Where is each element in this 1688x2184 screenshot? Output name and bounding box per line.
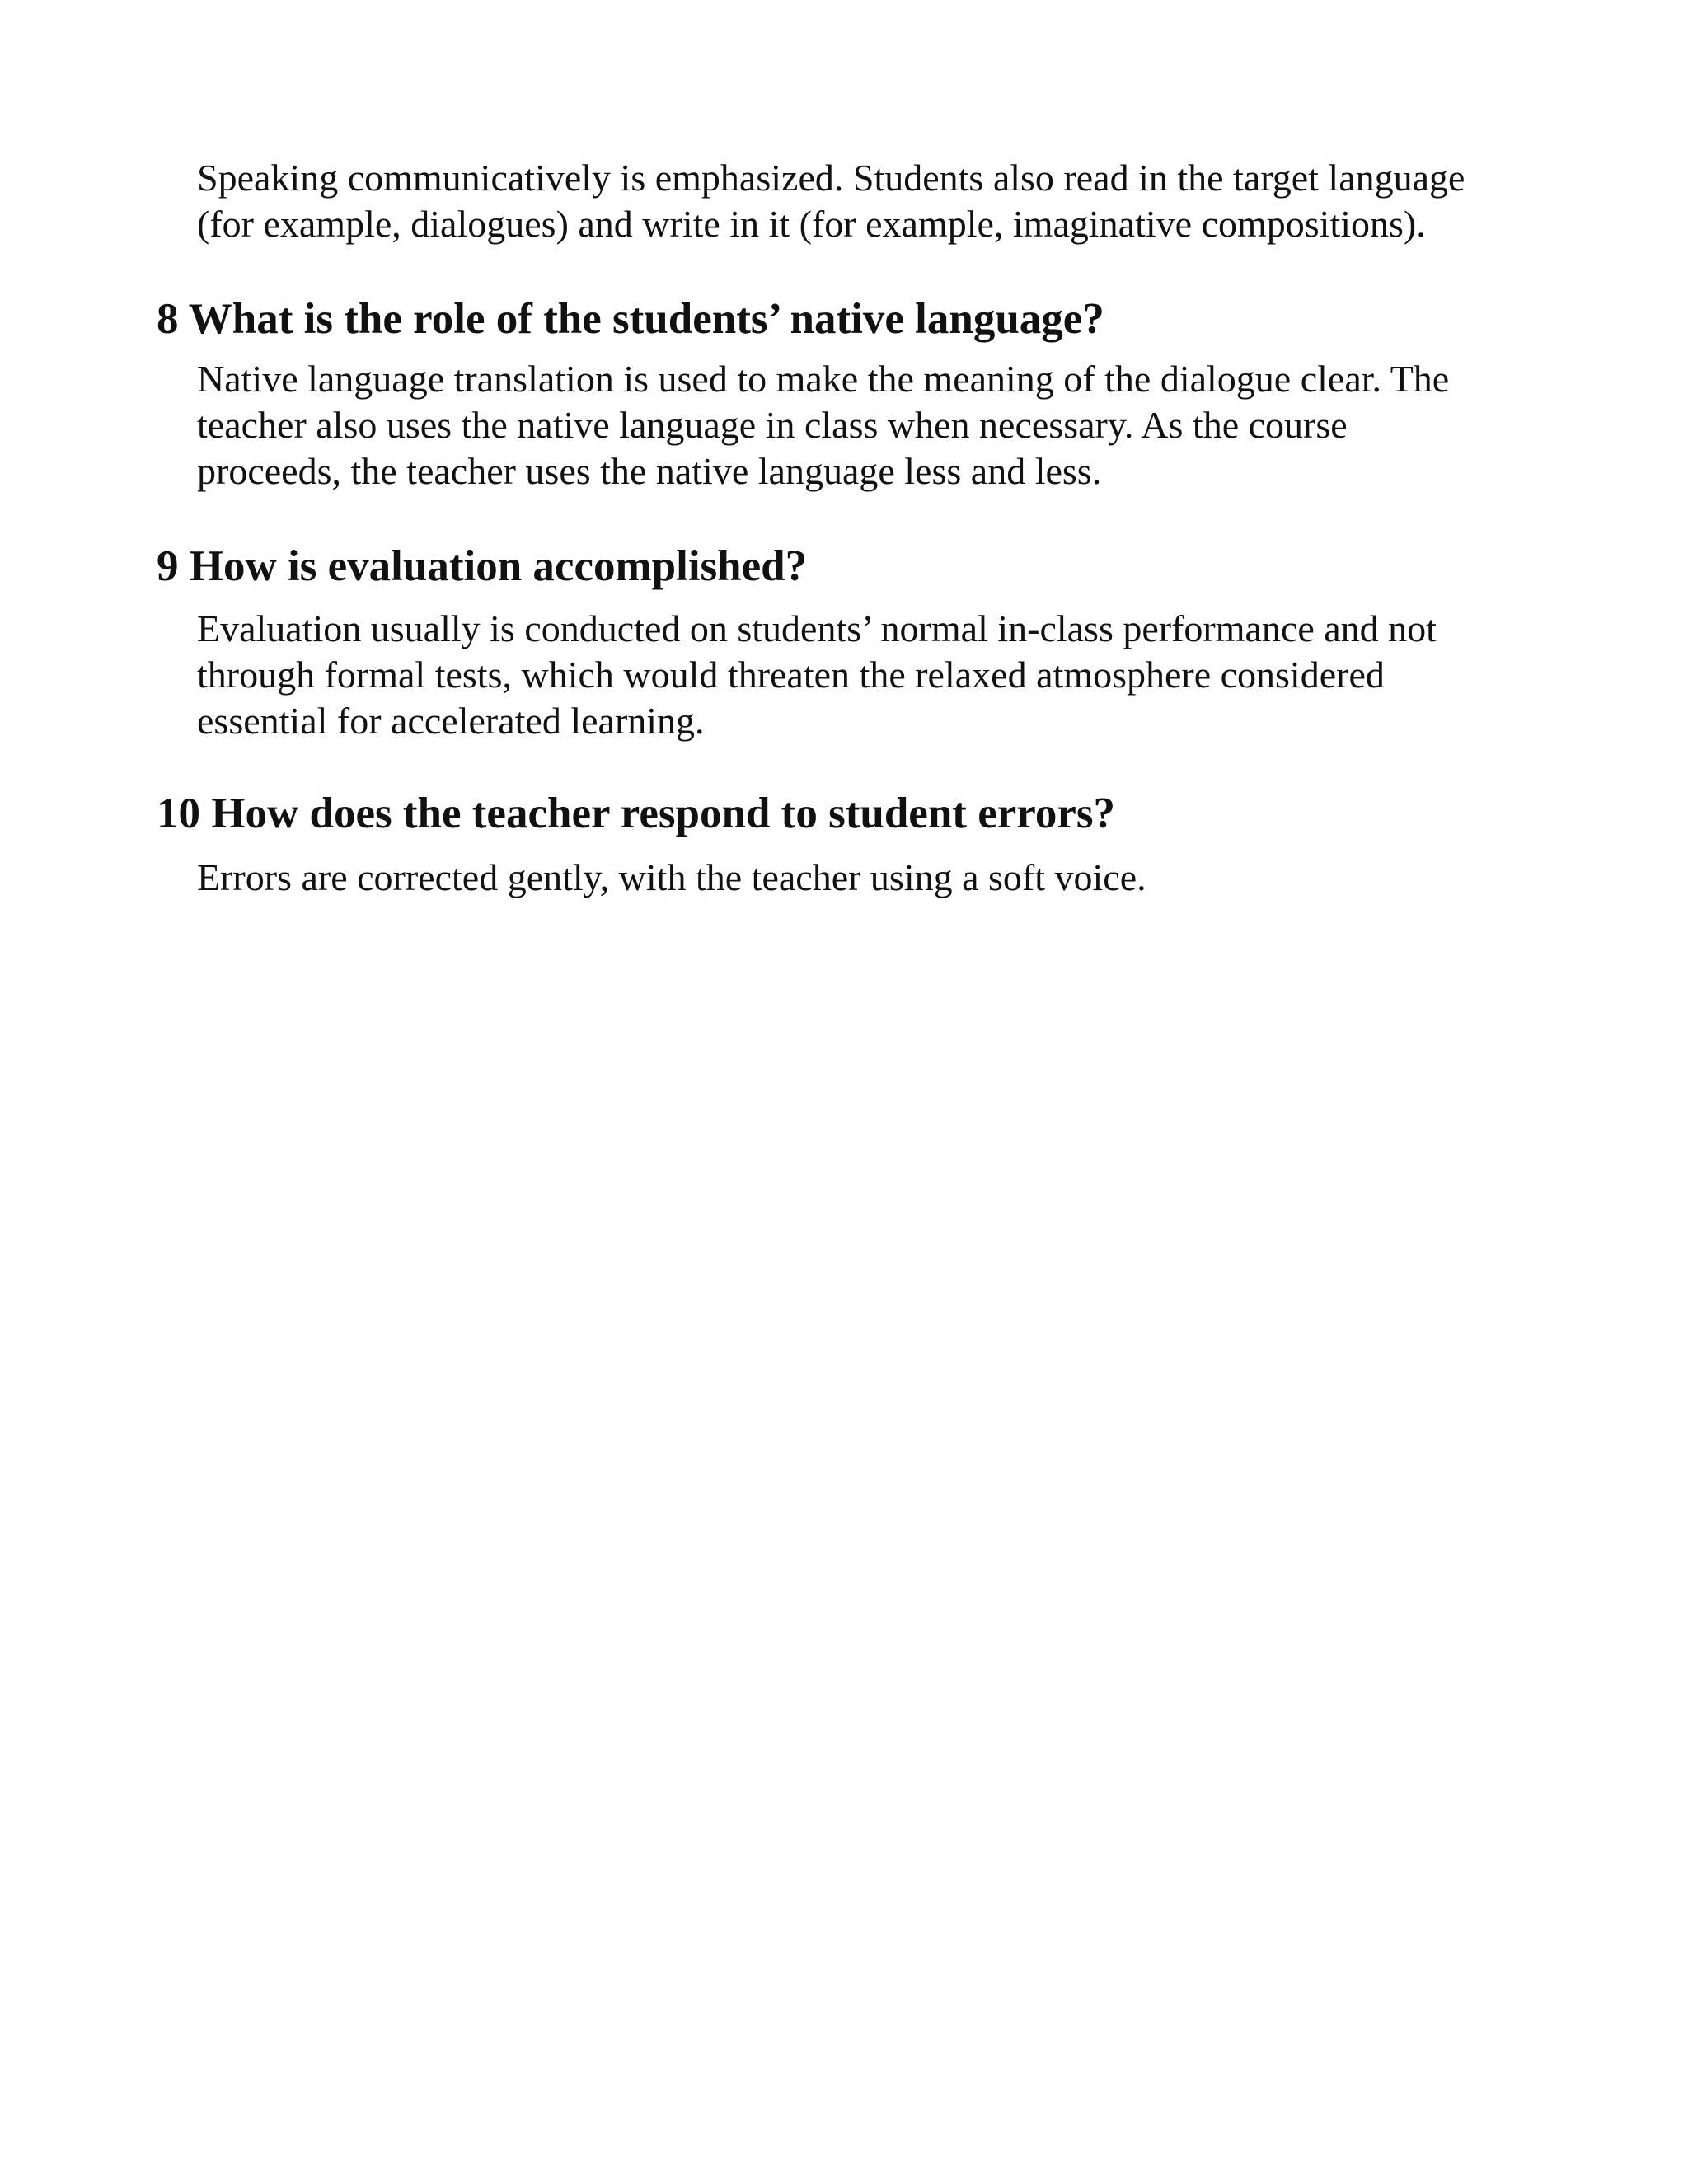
paragraph-line: Evaluation usually is conducted on students’ normal in-class performance and not: [197, 607, 1437, 649]
paragraph-line: teacher also uses the native language in class when necessary. As the course: [197, 404, 1348, 446]
section-heading-9: 9 How is evaluation accomplished?: [157, 542, 808, 590]
paragraph-line: Errors are corrected gently, with the teacher using a soft voice.: [197, 856, 1146, 898]
paragraph-line: Speaking communicatively is emphasized. Students also read in the target language: [197, 157, 1465, 199]
section-9-paragraph: [197, 606, 1549, 744]
paragraph-line: essential for accelerated learning.: [197, 700, 705, 742]
section-heading-10: 10 How does the teacher respond to student errors?: [157, 790, 1115, 837]
paragraph-line: (for example, dialogues) and write in it (for example, imaginative compositions).: [197, 203, 1426, 245]
section-8-paragraph: [197, 356, 1549, 494]
paragraph-line: through formal tests, which would threaten the relaxed atmosphere considered: [197, 654, 1385, 696]
section-heading-8: 8 What is the role of the students’ native language?: [157, 295, 1104, 343]
section-10-paragraph: [197, 855, 1549, 901]
paragraph-line: proceeds, the teacher uses the native language less and less.: [197, 450, 1102, 492]
paragraph-line: Native language translation is used to make the meaning of the dialogue clear. The: [197, 358, 1450, 400]
intro-paragraph: [197, 155, 1549, 247]
